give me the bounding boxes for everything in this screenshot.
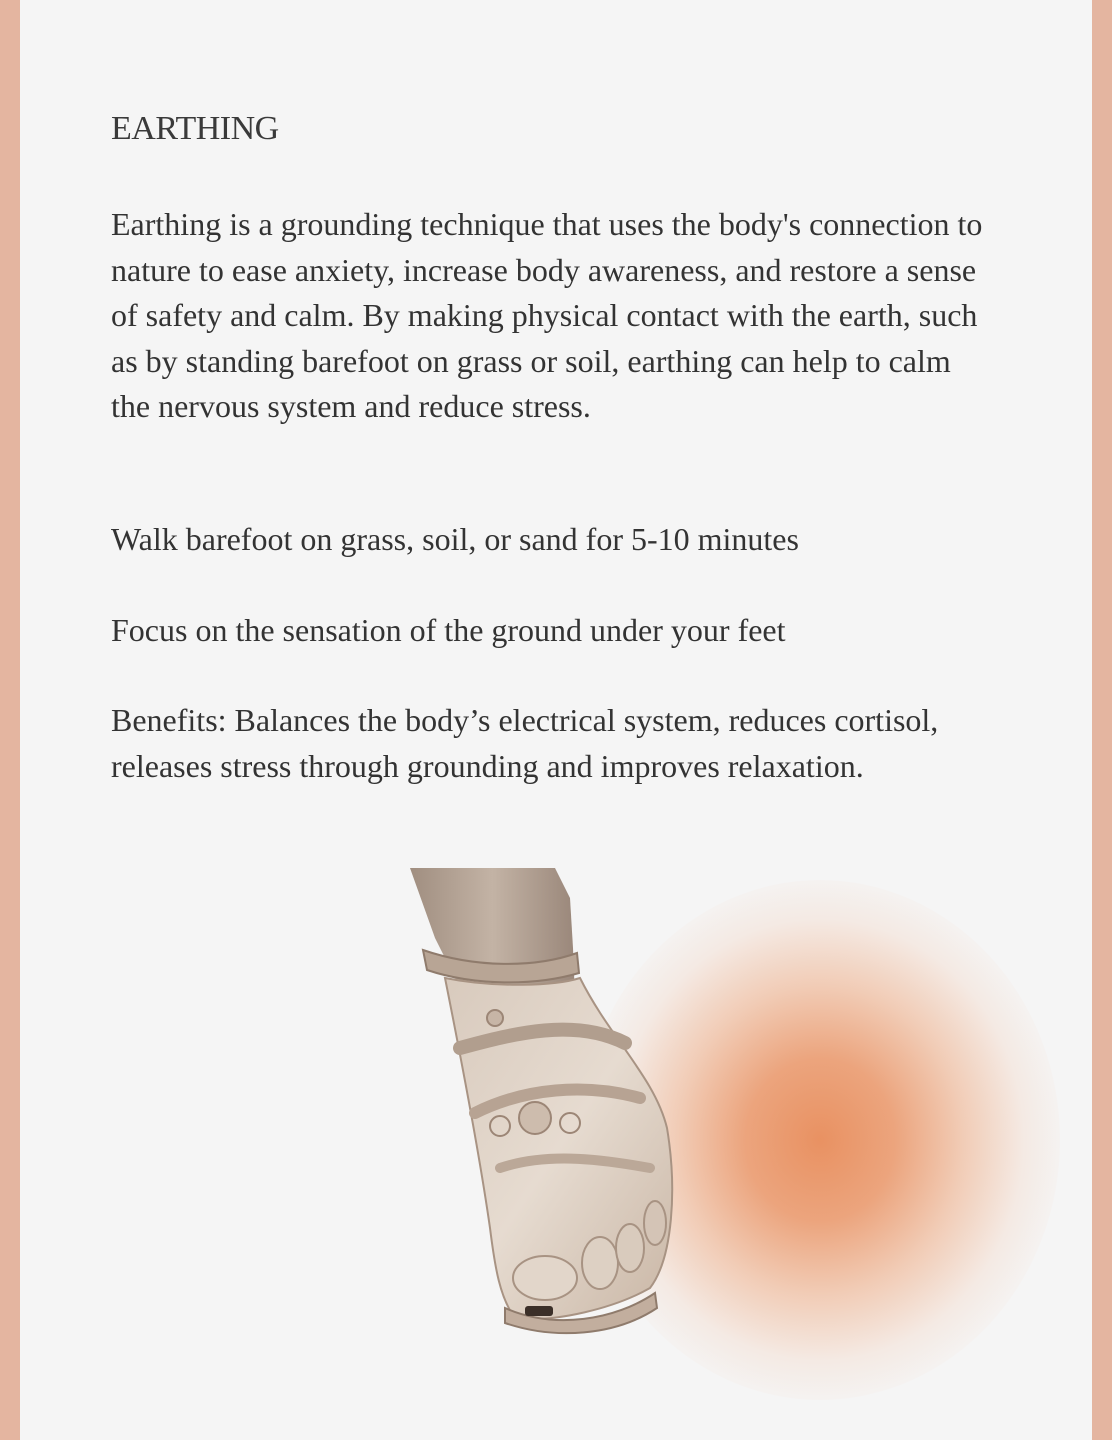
statue-foot-sandal-icon [405,868,705,1338]
page-title: EARTHING [111,110,279,147]
step-walk-barefoot: Walk barefoot on grass, soil, or sand for 5-10 minutes [111,521,799,557]
step-focus-sensation: Focus on the sensation of the ground under your feet [111,612,786,648]
intro-paragraph: Earthing is a grounding technique that uses the body's connection to nature to ease anxiety, increase body awareness, and restore a sense of safety and calm. By making physical contact with the earth, such as by standing barefoot on grass or soil, earthing can help to calm the nervous system and reduce stress. [111,206,983,424]
benefits-paragraph: Benefits: Balances the body’s electrical system, reduces cortisol, releases stress through grounding and improves relaxation. [111,702,939,784]
left-border [0,0,20,1440]
right-border [1092,0,1112,1440]
